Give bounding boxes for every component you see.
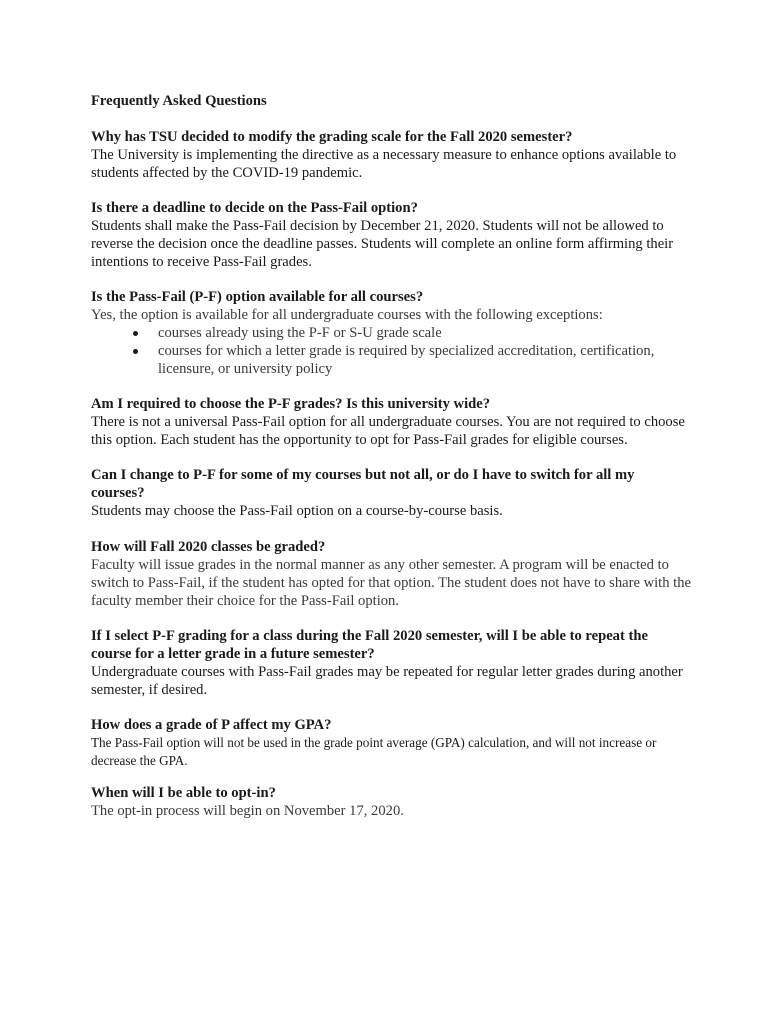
faq-question: Why has TSU decided to modify the grading scale for the Fall 2020 semester? [91,129,573,145]
bullet-icon [133,331,138,336]
list-item-text: courses for which a letter grade is required by specialized accreditation, certification, licensure, or university policy [158,343,655,377]
faq-question: Is the Pass-Fail (P-F) option available for all courses? [91,289,424,305]
faq-item [91,288,691,378]
faq-answer: The Pass-Fail option will not be used in the grade point average (GPA) calculation, and will not increase or decrease the GPA. [91,735,657,768]
faq-item [91,199,691,271]
faq-item [91,466,691,520]
faq-question: How will Fall 2020 classes be graded? [91,539,326,555]
faq-item [91,784,691,820]
faq-answer: Students may choose the Pass-Fail option on a course-by-course basis. [91,503,503,519]
faq-answer: Undergraduate courses with Pass-Fail grades may be repeated for regular letter grades during another semester, if desired. [91,664,683,698]
faq-answer: The opt-in process will begin on November 17, 2020. [91,803,404,819]
faq-question: How does a grade of P affect my GPA? [91,717,332,733]
list-item-text: courses already using the P-F or S-U grade scale [158,325,442,341]
faq-question: If I select P-F grading for a class during the Fall 2020 semester, will I be able to repeat the course for a letter grade in a future semester? [91,628,648,662]
bullet-icon [133,349,138,354]
faq-question: When will I be able to opt-in? [91,785,276,801]
faq-item [91,627,691,699]
faq-item [91,538,691,610]
faq-question: Is there a deadline to decide on the Pass-Fail option? [91,200,418,216]
faq-item [91,128,691,182]
faq-answer: The University is implementing the directive as a necessary measure to enhance options available to students affected by the COVID-19 pandemic. [91,147,677,181]
faq-answer: Faculty will issue grades in the normal manner as any other semester. A program will be enacted to switch to Pass-Fail, if the student has opted for that option. The student does not have to share with the faculty member their choice for the Pass-Fail option. [91,557,692,609]
faq-answer: There is not a universal Pass-Fail option for all undergraduate courses. You are not required to choose this option. Each student has the opportunity to opt for Pass-Fail grades for eligible courses. [91,414,685,448]
exceptions-list [91,324,691,378]
faq-answer: Students shall make the Pass-Fail decision by December 21, 2020. Students will not be allowed to reverse the decision once the deadline passes. Students will complete an online form affirming their intentions to receive Pass-Fail grades. [91,218,674,270]
faq-question: Can I change to P-F for some of my courses but not all, or do I have to switch for all my courses? [91,467,635,501]
list-item [91,342,691,378]
faq-question: Am I required to choose the P-F grades? Is this university wide? [91,396,491,412]
faq-item [91,716,691,770]
document-title: Frequently Asked Questions [91,93,267,109]
list-item [91,324,691,342]
faq-document [91,92,691,837]
faq-answer: Yes, the option is available for all undergraduate courses with the following exceptions: [91,307,603,323]
faq-item [91,395,691,449]
